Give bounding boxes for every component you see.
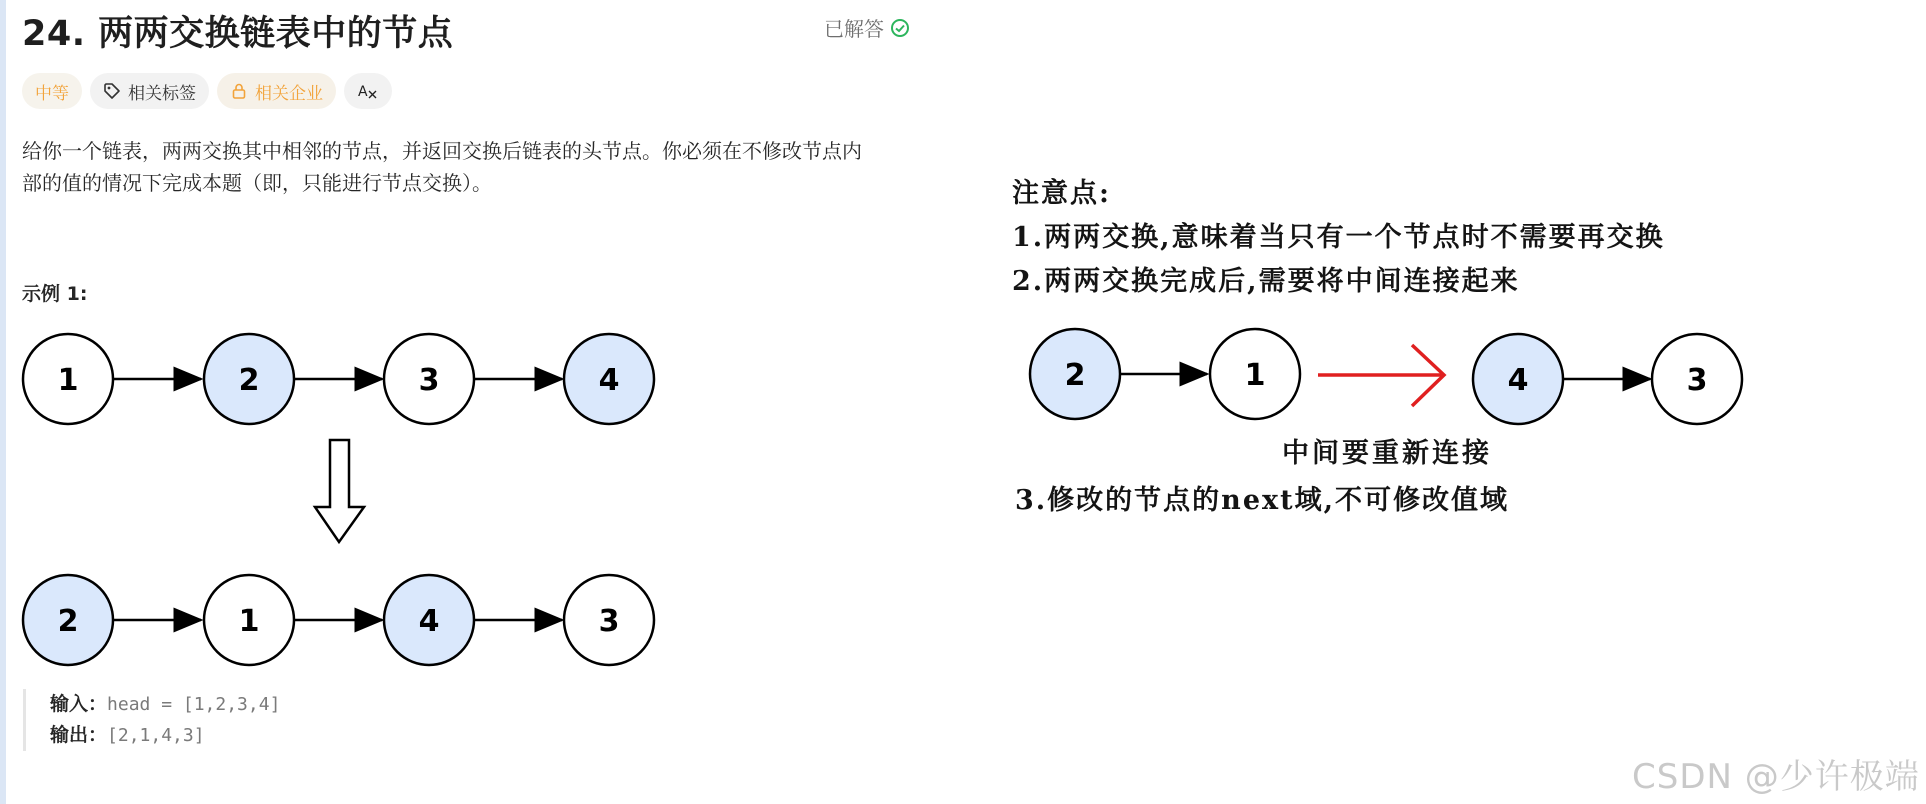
example-title: 示例 1: — [22, 283, 88, 305]
input-value: head = [1,2,3,4] — [107, 694, 281, 715]
input-label: 输入： — [50, 693, 108, 715]
list-node — [564, 334, 654, 424]
hollow-down-arrow — [315, 440, 364, 542]
list-node — [564, 575, 654, 665]
solved-label: 已解答 — [824, 17, 884, 41]
svg-text:4: 4 — [1507, 363, 1529, 398]
problem-title: 24. 两两交换链表中的节点 — [22, 14, 454, 54]
left-top-row — [23, 334, 654, 424]
output-label: 输出： — [50, 724, 108, 746]
related-tags-label: 相关标签 — [128, 83, 196, 104]
right-annotation-row — [1030, 329, 1742, 424]
svg-text:2: 2 — [238, 363, 260, 398]
related-companies-label: 相关企业 — [255, 83, 323, 104]
notes-heading: 注意点: — [1012, 178, 1111, 209]
svg-text:1: 1 — [57, 363, 79, 398]
description-line: 给你一个链表，两两交换其中相邻的节点，并返回交换后链表的头节点。你必须在不修改节点内 — [22, 139, 862, 163]
watermark: CSDN @少许极端 — [1632, 757, 1920, 797]
svg-text:1: 1 — [1244, 358, 1266, 393]
example-input-line — [50, 689, 280, 720]
reconnect-label: 中间要重新连接 — [1282, 438, 1492, 469]
note-point-2: 2.两两交换完成后,需要将中间连接起来 — [1012, 266, 1520, 297]
list-node — [23, 334, 113, 424]
svg-text:1: 1 — [238, 604, 260, 639]
left-bottom-row — [23, 575, 654, 665]
note-point-1: 1.两两交换,意味着当只有一个节点时不需要再交换 — [1012, 222, 1665, 253]
list-node — [1473, 334, 1563, 424]
svg-text:2: 2 — [57, 604, 79, 639]
svg-text:2: 2 — [1064, 358, 1086, 393]
annotation-notes — [1012, 172, 1665, 304]
svg-text:3: 3 — [598, 604, 620, 639]
svg-text:3: 3 — [1686, 363, 1708, 398]
list-node — [204, 575, 294, 665]
description-line: 部的值的情况下完成本题（即，只能进行节点交换）。 — [22, 171, 492, 195]
reconnect-arrow — [1318, 345, 1444, 406]
note-point-3: 3.修改的节点的next域,不可修改值域 — [1015, 485, 1509, 516]
svg-text:A: A — [358, 84, 368, 100]
svg-text:3: 3 — [418, 363, 440, 398]
list-node — [204, 334, 294, 424]
list-node — [1030, 329, 1120, 419]
example-output-line — [50, 720, 280, 751]
svg-text:4: 4 — [418, 604, 440, 639]
list-node — [23, 575, 113, 665]
svg-text:4: 4 — [598, 363, 620, 398]
output-value: [2,1,4,3] — [107, 725, 205, 746]
difficulty-label: 中等 — [35, 83, 69, 104]
list-node — [384, 334, 474, 424]
list-node — [1210, 329, 1300, 419]
list-node — [1652, 334, 1742, 424]
example-io — [23, 689, 280, 751]
list-node — [384, 575, 474, 665]
